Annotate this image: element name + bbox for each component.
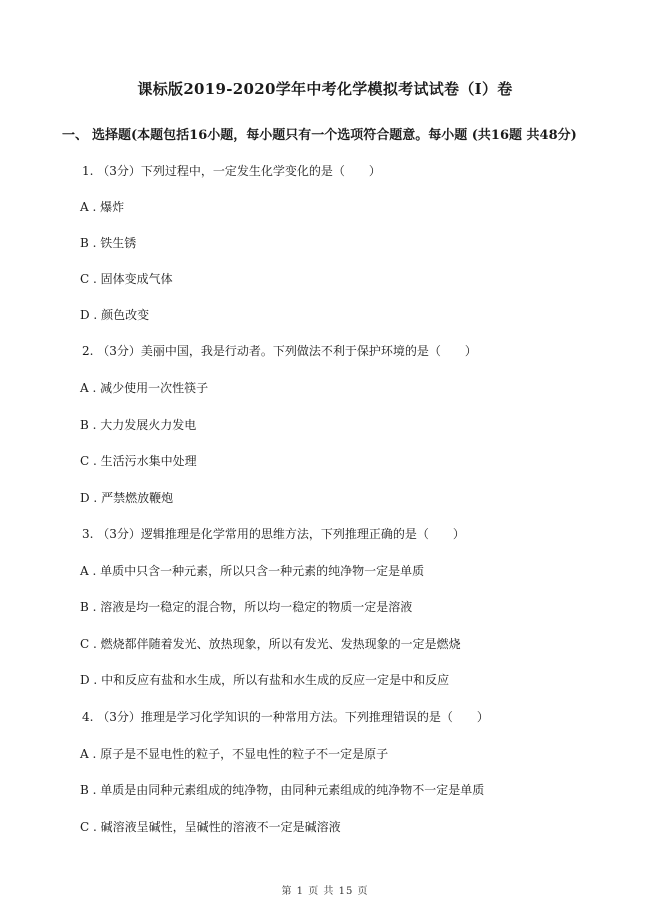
question-4-option-a: A . 原子是不显电性的粒子，不显电性的粒子不一定是原子 [80, 747, 389, 761]
question-4-stem: 4. （3分）推理是学习化学知识的一种常用方法。下列推理错误的是（ ） [82, 710, 489, 724]
question-3-option-a: A . 单质中只含一种元素，所以只含一种元素的纯净物一定是单质 [80, 564, 425, 578]
question-3-option-d: D . 中和反应有盐和水生成，所以有盐和水生成的反应一定是中和反应 [80, 673, 450, 687]
question-2-option-d: D . 严禁燃放鞭炮 [80, 491, 174, 505]
question-2-option-a: A . 减少使用一次性筷子 [80, 381, 209, 395]
page-footer: 第 1 页 共 15 页 [281, 886, 369, 897]
section-number: 一、 [62, 128, 89, 143]
exam-title: 课标版2019-2020学年中考化学模拟考试试卷（I）卷 [137, 80, 513, 98]
question-1-stem: 1. （3分）下列过程中，一定发生化学变化的是（ ） [82, 164, 381, 178]
question-1-option-c: C . 固体变成气体 [80, 272, 173, 286]
question-2-option-b: B . 大力发展火力发电 [80, 418, 197, 432]
question-3-stem: 3. （3分）逻辑推理是化学常用的思维方法，下列推理正确的是（ ） [82, 527, 465, 541]
question-4-option-c: C . 碱溶液呈碱性，呈碱性的溶液不一定是碱溶液 [80, 820, 341, 834]
question-1-option-a: A . 爆炸 [80, 200, 125, 214]
question-3-option-c: C . 燃烧都伴随着发光、放热现象，所以有发光、发热现象的一定是燃烧 [80, 637, 461, 651]
question-1-option-d: D . 颜色改变 [80, 308, 150, 322]
question-1-option-b: B . 铁生锈 [80, 236, 137, 250]
section-heading-text: 选择题(本题包括16小题，每小题只有一个选项符合题意。每小题 (共16题 共48分) [92, 128, 577, 143]
question-2-stem: 2. （3分）美丽中国，我是行动者。下列做法不利于保护环境的是（ ） [82, 344, 477, 358]
question-4-option-b: B . 单质是由同种元素组成的纯净物，由同种元素组成的纯净物不一定是单质 [80, 783, 485, 797]
section-heading [62, 124, 642, 143]
question-2-option-c: C . 生活污水集中处理 [80, 454, 197, 468]
question-3-option-b: B . 溶液是均一稳定的混合物，所以均一稳定的物质一定是溶液 [80, 600, 413, 614]
